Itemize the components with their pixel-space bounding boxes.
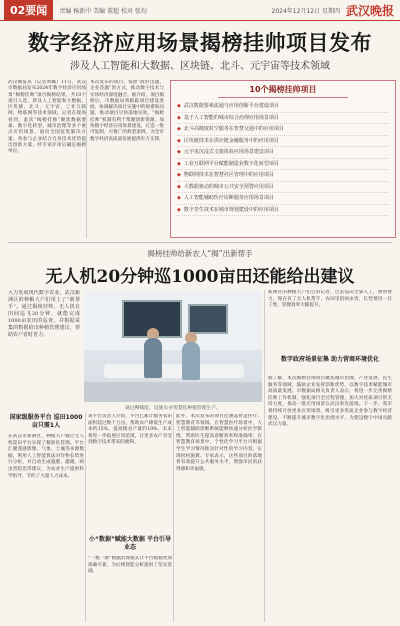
- feature-photo: [84, 290, 262, 402]
- bullet-icon: ◆: [177, 172, 181, 178]
- feature-kicker: 揭榜挂帅给新农人“揭”出新帮手: [147, 249, 253, 258]
- subheading-right: 数字政府场景征集 助力营商环境优化: [280, 356, 380, 363]
- masthead-right: [272, 2, 400, 19]
- column-rule: [173, 412, 174, 622]
- subheading-mid: 小“数据”赋能大数据 平台引导业态: [89, 536, 171, 551]
- feature-center-body: 此外，本次发布的项目还涵盖智慧医疗、智慧教育等领域。在智慧医疗场景中，人工智能辅助诊断系统能够快速分析医学影像，帮助医生提高诊断效率和准确率；在智慧教育场景中，个性化学习平台可根据学生学习情况推送针对性的学习内容，实现因材施教。专家表示，这些项目的落地将有效提升公共服务水平，增强市民的获得感和幸福感。: [176, 414, 262, 472]
- feature-mid-top: 该平台负责人介绍，平台已累计服务农田面积超过数十万亩，帮助农户降低生产成本约15%，提高粮食产量约10%。未来将进一步拓展应用范围，让更多农户享受到数字技术带来的便利。: [88, 414, 172, 446]
- project-item: ◆ 元宇宙沉浸式文旅体验应用场景建设项目: [177, 147, 389, 159]
- projects-box-title: 10个揭榜挂帅项目: [218, 84, 348, 98]
- person-figure: [182, 342, 200, 380]
- project-item: ◆ 物联网技术在智慧社区管理中的应用项目: [177, 170, 389, 182]
- feature-intro: 大力发展现代数字农业，武汉新洲区的种粮大户们用上了“新帮手”。通过揭榜挂帅，无人机在田间巡飞20分钟，就能完成1000亩农田的巡查，并根据采集的数据给出种植管理建议，帮助农户省时省力。: [8, 290, 80, 338]
- photo-caption: 通过AI赋能，设施农业智慧化种植管理生产。: [125, 406, 221, 411]
- bullet-icon: ◆: [177, 137, 181, 144]
- column-rule: [86, 80, 87, 238]
- project-item: ◆ 工业互联网平台赋能制造业数字化转型项目: [177, 159, 389, 171]
- feature-right-top: 新洲区的种粮大户们告诉记者，过去巡田全靠人工，费时费力，现在有了无人机帮手，农田里的病虫害、长势情况一目了然，管理效率大幅提升。: [268, 290, 392, 309]
- feature-left-body: 在武汉市新洲区，种粮大户通过无人机巡田平台实现了精准化管理。平台汇聚遥感影像、气象、土壤等多源数据，利用人工智能算法对作物长势进行分析，并自动生成施肥、灌溉、病虫害防治等建议，为农业生产提供科学指导，节约了大量人力成本。: [8, 434, 84, 479]
- masthead: [0, 0, 400, 21]
- subheading-left: 国家级服务平台 巡田1000亩只需1人: [9, 414, 83, 429]
- lead-subhead: 涉及人工智能和大数据、区块链、北斗、元宇宙等技术领域: [70, 61, 330, 72]
- newspaper-logo: 武汉晚报: [345, 3, 394, 18]
- issue-date: 2024年12月12日 星期四: [271, 7, 340, 15]
- feature-right-main: 据了解，本次揭榜挂帅项目聚焦城市治理、产业发展、民生服务等领域，鼓励企业发挥创新优势，以数字技术赋能城市高质量发展。市数据局相关负责人表示，将进一步完善揭榜挂帅工作机制，强化项目全过程管理，加大对优质项目的支持力度，推动一批应用场景在武汉率先落地。下一步，我市将持续开放更多应用场景，吸引更多优质企业参与数字经济建设，不断提升城市数字化治理水平，为建设数字中国贡献武汉力量。: [268, 376, 392, 428]
- person-figure: [144, 338, 162, 378]
- bullet-icon: ◆: [177, 183, 181, 190]
- lead-headline: 数字经济应用场景揭榜挂帅项目发布: [28, 30, 372, 55]
- project-item: ◆ 大数据驱动的城市公共安全预警应用项目: [177, 182, 389, 194]
- projects-box: [170, 80, 396, 238]
- feature-headline: 无人机20分钟巡1000亩田还能给出建议: [45, 267, 355, 287]
- lead-column-1: 武汉晚报讯（记者周璐）11日，武汉市数据局发布2024年数字经济应用场景“揭榜挂帅”项目揭榜结果，共10个项目入选，涉及人工智能和大数据、区块链、北斗、元宇宙、工业互联网、物联网等技术领域。记者在现场看到，此次“揭榜挂帅”聚焦数据要素、数字化转型、城市治理等多个重点应用场景，面向全国征集解决方案。各参与企业结合自身技术优势提出创新方案，经专家评审后确定揭榜单位。: [8, 80, 86, 155]
- bullet-icon: ◆: [177, 149, 181, 155]
- projects-list: [171, 101, 395, 216]
- section-divider: [8, 242, 392, 243]
- bullet-icon: ◆: [177, 206, 181, 213]
- bullet-icon: ◆: [177, 160, 181, 167]
- column-rule: [85, 412, 86, 622]
- project-item: ◆ 区块链技术在供应链金融服务中的应用项目: [177, 136, 389, 148]
- column-rule: [264, 290, 265, 622]
- project-item: ◆ 武汉数据要素流通与应用创新平台建设项目: [177, 101, 389, 113]
- bullet-icon: ◆: [177, 114, 181, 121]
- monitor-screen: [188, 304, 228, 334]
- project-item: ◆ 人工智能辅助医疗诊断服务应用场景项目: [177, 193, 389, 205]
- page-tag: 02要闻: [4, 0, 53, 21]
- bullet-icon: ◆: [177, 195, 181, 201]
- feature-mid-bottom: “一数一源”数据治理模式让平台数据更加准确可靠，为后续智能分析提供了坚实基础。: [88, 556, 172, 575]
- project-item: ◆ 数字孪生技术在城市规划建设中的应用项目: [177, 205, 389, 217]
- project-item: ◆ 基于人工智能的城市综合治理应用场景项目: [177, 113, 389, 125]
- bullet-icon: ◆: [177, 103, 181, 109]
- bullet-icon: ◆: [177, 126, 181, 132]
- editor-credits: 责编 杨新中 美编 董超 校对 张均: [59, 7, 147, 15]
- lead-column-2: 本次发布的项目，按照“政府出题、企业答题”的方式，推动数字技术与实体经济深度融合。据介绍，项目揭榜后，市数据局将跟踪项目建设进展，协调解决项目实施中的困难和问题，推动项目尽快落地见效。“揭榜挂帅”机制有利于集聚创新资源，加快数字经济应用场景建设，打造一批可复制、可推广的典型案例，为全市数字经济高质量发展提供有力支撑。: [90, 80, 164, 142]
- project-item: ◆ 北斗高精度时空服务在智慧交通中的应用项目: [177, 124, 389, 136]
